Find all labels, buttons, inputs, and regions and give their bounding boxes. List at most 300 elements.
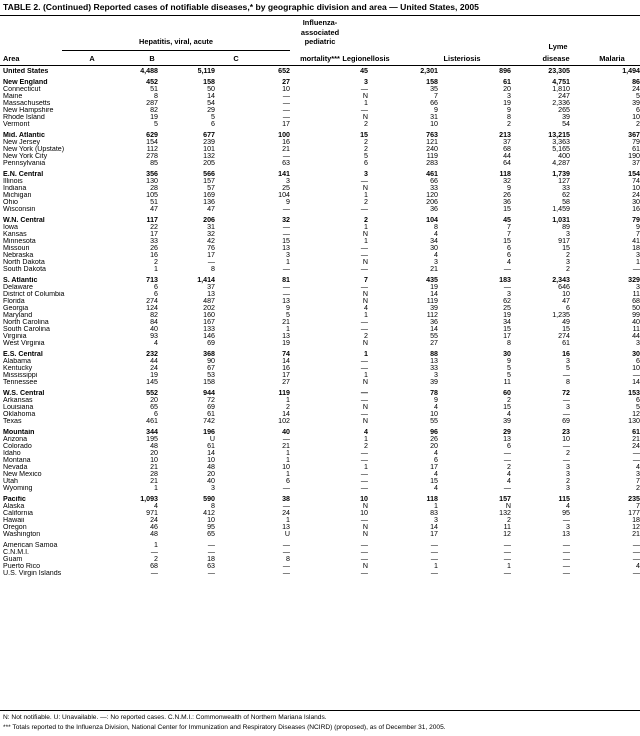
table-row [0,443,640,450]
area-cell: South Dakota [3,266,46,273]
hep-b-cell: 18 [207,556,215,563]
lyme-disease-cell: 10 [562,436,570,443]
legionellosis-cell: 34 [430,238,438,245]
table-row [0,238,640,245]
legionellosis-cell: 88 [430,351,438,358]
influenza-mortality-cell: — [360,365,368,372]
malaria-cell: 24 [632,86,640,93]
malaria-cell: 74 [632,178,640,185]
hep-a-cell: 461 [146,418,158,425]
hep-c-cell: — [282,563,290,570]
influenza-mortality-cell: — [360,86,368,93]
hep-a-cell: 6 [154,411,158,418]
hep-b-cell: 10 [207,517,215,524]
footnote-influenza: *** Totals reported to the Influenza Division, National Center for Immunization and Respiratory Diseases (NCIRD) (proposed), as of December 31, 2005. [3,724,446,731]
legionellosis-cell: 31 [430,114,438,121]
influenza-mortality-cell: N [362,418,368,425]
hep-c-cell: 13 [282,298,290,305]
hep-a-cell: 1 [154,542,158,549]
hep-a-cell: 4 [154,503,158,510]
legionellosis-cell: 35 [430,86,438,93]
hep-a-cell: 629 [146,132,158,139]
influenza-mortality-cell: 3 [364,171,368,178]
malaria-cell: — [632,549,640,556]
listeriosis-cell: 8 [507,340,511,347]
influenza-mortality-cell: N [362,259,368,266]
area-cell: New England [3,79,48,86]
malaria-cell: 153 [628,390,640,397]
lyme-disease-cell: 13,215 [548,132,570,139]
hep-b-cell: 17 [207,252,215,259]
malaria-cell: 3 [636,252,640,259]
hep-a-cell: 8 [154,93,158,100]
listeriosis-cell: 11 [503,379,511,386]
hep-b-cell: 90 [207,358,215,365]
legionellosis-cell: 763 [426,132,438,139]
hep-b-cell: 205 [203,160,215,167]
malaria-cell: 4 [636,563,640,570]
influenza-mortality-cell: — [360,358,368,365]
hep-b-cell: 40 [207,478,215,485]
lyme-disease-cell: 54 [562,121,570,128]
hep-a-cell: 452 [146,79,158,86]
hep-c-cell: 1 [286,259,290,266]
area-cell: Georgia [3,305,29,312]
hep-a-cell: 20 [150,450,158,457]
lyme-disease-cell: 95 [562,510,570,517]
listeriosis-cell: 9 [507,185,511,192]
division-row [0,351,640,358]
table-row [0,340,640,347]
malaria-cell: 39 [632,100,640,107]
listeriosis-cell: 2 [507,397,511,404]
area-cell: Nebraska [3,252,34,259]
malaria-cell: — [632,542,640,549]
hep-a-cell: 713 [146,277,158,284]
listeriosis-cell: 6 [507,245,511,252]
hep-c-cell: 17 [282,372,290,379]
lyme-disease-cell: 58 [562,199,570,206]
hep-b-cell: 57 [207,185,215,192]
hep-b-cell: 63 [207,563,215,570]
legionellosis-cell: 83 [430,510,438,517]
legionellosis-cell: 14 [430,326,438,333]
legionellosis-cell: 30 [430,245,438,252]
hep-a-cell: 130 [146,178,158,185]
area-cell: Washington [3,531,41,538]
hep-a-cell: 344 [146,429,158,436]
table-row [0,146,640,153]
hep-a-cell: 16 [150,252,158,259]
malaria-cell: 50 [632,305,640,312]
division-row [0,496,640,503]
header-hep-b: B [149,54,155,63]
hep-c-cell: — [282,153,290,160]
influenza-mortality-cell: N [362,404,368,411]
lyme-disease-cell: 8 [566,379,570,386]
legionellosis-cell: 36 [430,206,438,213]
lyme-disease-cell: 13 [562,531,570,538]
hep-c-cell: 10 [282,464,290,471]
malaria-cell: 6 [636,107,640,114]
legionellosis-cell: — [430,556,438,563]
table-row [0,326,640,333]
lyme-disease-cell: 39 [562,114,570,121]
table-row [0,333,640,340]
hep-c-cell: 119 [278,390,290,397]
malaria-cell: 11 [632,291,640,298]
table-row [0,100,640,107]
hep-a-cell: 84 [150,319,158,326]
lyme-disease-cell: — [562,542,570,549]
lyme-disease-cell: 4 [566,503,570,510]
malaria-cell: 235 [628,496,640,503]
hep-a-cell: 19 [150,372,158,379]
hep-c-cell: 652 [278,68,290,75]
lyme-disease-cell: — [562,556,570,563]
legionellosis-cell: 112 [426,312,438,319]
listeriosis-cell: 213 [499,132,511,139]
table-row [0,199,640,206]
hep-b-cell: 61 [207,411,215,418]
legionellosis-cell: 4 [434,231,438,238]
legionellosis-cell: 55 [430,333,438,340]
hep-b-cell: 37 [207,284,215,291]
header-hep-c: C [233,54,239,63]
legionellosis-cell: 26 [430,436,438,443]
lyme-disease-cell: — [562,549,570,556]
influenza-mortality-cell: 1 [364,351,368,358]
influenza-mortality-cell: — [360,390,368,397]
lyme-disease-cell: 10 [562,291,570,298]
malaria-cell: 4 [636,464,640,471]
table-row [0,245,640,252]
lyme-disease-cell: 646 [558,284,570,291]
hep-a-cell: 82 [150,312,158,319]
hep-b-cell: 29 [207,107,215,114]
table-row [0,379,640,386]
table-row [0,436,640,443]
hep-a-cell: 274 [146,298,158,305]
legionellosis-cell: 4 [434,485,438,492]
legionellosis-cell: 66 [430,178,438,185]
influenza-mortality-cell: 4 [364,429,368,436]
area-cell: Tennessee [3,379,38,386]
listeriosis-cell: 37 [503,139,511,146]
hep-b-cell: 677 [203,132,215,139]
malaria-cell: 40 [632,319,640,326]
lyme-disease-cell: 69 [562,418,570,425]
hep-a-cell: 19 [150,114,158,121]
hep-c-cell: — [282,485,290,492]
malaria-cell: 1 [636,259,640,266]
influenza-mortality-cell: N [362,563,368,570]
header-listeriosis: Listeriosis [443,54,481,63]
table-row [0,418,640,425]
lyme-disease-cell: 62 [562,192,570,199]
malaria-cell: — [632,457,640,464]
area-cell: Puerto Rico [3,563,41,570]
table-row [0,93,640,100]
hep-a-cell: 17 [150,231,158,238]
hep-a-cell: 82 [150,107,158,114]
legionellosis-cell: 3 [434,259,438,266]
lyme-disease-cell: 3 [566,231,570,238]
malaria-cell: 3 [636,284,640,291]
influenza-mortality-cell: — [360,411,368,418]
listeriosis-cell: 183 [499,277,511,284]
hep-b-cell: 157 [203,178,215,185]
listeriosis-cell: 32 [503,178,511,185]
hep-b-cell: 566 [203,171,215,178]
hep-c-cell: 74 [282,351,290,358]
area-cell: Minnesota [3,238,36,245]
hep-a-cell: 47 [150,206,158,213]
listeriosis-cell: 4 [507,471,511,478]
area-cell: Utah [3,478,18,485]
hep-c-cell: — [282,549,290,556]
hep-c-cell: 24 [282,510,290,517]
malaria-cell: 24 [632,192,640,199]
lyme-disease-cell: 23 [562,429,570,436]
malaria-cell: 18 [632,517,640,524]
legionellosis-cell: 33 [430,185,438,192]
area-cell: Alaska [3,503,25,510]
influenza-mortality-cell: — [360,326,368,333]
lyme-disease-cell: 1,810 [552,86,570,93]
hep-a-cell: 232 [146,351,158,358]
area-cell: Michigan [3,192,32,199]
malaria-cell: 10 [632,365,640,372]
area-cell: C.N.M.I. [3,549,30,556]
lyme-disease-cell: 23,305 [548,68,570,75]
table-body [0,68,640,577]
area-cell: U.S. Virgin Islands [3,570,62,577]
influenza-mortality-cell: N [362,503,368,510]
lyme-disease-cell: — [562,517,570,524]
malaria-cell: 10 [632,185,640,192]
area-cell: W.S. Central [3,390,45,397]
listeriosis-cell: 3 [507,93,511,100]
area-cell: E.S. Central [3,351,43,358]
malaria-cell: 44 [632,333,640,340]
table-row [0,450,640,457]
hep-c-cell: 8 [286,556,290,563]
hep-b-cell: 412 [203,510,215,517]
table-row [0,478,640,485]
hep-b-cell: 169 [203,192,215,199]
malaria-cell: 11 [632,326,640,333]
lyme-disease-cell: 2,343 [552,277,570,284]
legionellosis-cell: 119 [426,298,438,305]
malaria-cell: 30 [632,199,640,206]
area-cell: Missouri [3,245,30,252]
listeriosis-cell: 68 [503,146,511,153]
hep-a-cell: 154 [146,139,158,146]
hep-b-cell: 54 [207,100,215,107]
hep-b-cell: — [207,570,215,577]
hep-b-cell: 48 [207,464,215,471]
malaria-cell: — [632,372,640,379]
listeriosis-cell: 34 [503,319,511,326]
listeriosis-cell: 4 [507,478,511,485]
malaria-cell: 61 [632,429,640,436]
table-row [0,114,640,121]
legionellosis-cell: 240 [426,146,438,153]
hep-b-cell: — [207,259,215,266]
hep-a-cell: 20 [150,397,158,404]
hep-b-cell: 368 [203,351,215,358]
legionellosis-cell: 120 [426,192,438,199]
hep-a-cell: 44 [150,358,158,365]
area-cell: Nevada [3,464,28,471]
legionellosis-cell: 27 [430,340,438,347]
table-row [0,471,640,478]
influenza-mortality-cell: N [362,185,368,192]
area-cell: New York City [3,153,48,160]
table-row [0,259,640,266]
influenza-mortality-cell: 1 [364,464,368,471]
hep-c-cell: — [282,542,290,549]
hep-b-cell: 160 [203,312,215,319]
legionellosis-cell: 1 [434,563,438,570]
hep-c-cell: 19 [282,340,290,347]
listeriosis-cell: — [503,457,511,464]
malaria-cell: 5 [636,93,640,100]
influenza-mortality-cell: 10 [360,496,368,503]
listeriosis-cell: — [503,266,511,273]
legionellosis-cell: 36 [430,319,438,326]
hep-a-cell: — [150,549,158,556]
malaria-cell: 6 [636,358,640,365]
influenza-mortality-cell: N [362,524,368,531]
influenza-mortality-cell: 2 [364,333,368,340]
listeriosis-cell: 19 [503,100,511,107]
hep-a-cell: 28 [150,185,158,192]
listeriosis-cell: 157 [499,496,511,503]
malaria-cell: 24 [632,443,640,450]
hep-a-cell: 971 [146,510,158,517]
legionellosis-cell: 17 [430,531,438,538]
influenza-mortality-cell: — [360,549,368,556]
legionellosis-cell: 119 [426,153,438,160]
hep-a-cell: 93 [150,333,158,340]
listeriosis-cell: 15 [503,238,511,245]
division-row [0,68,640,75]
hep-b-cell: 158 [203,379,215,386]
hep-a-cell: 552 [146,390,158,397]
table-row [0,305,640,312]
hep-c-cell: — [282,107,290,114]
listeriosis-cell: N [505,503,511,510]
area-cell: Hawaii [3,517,25,524]
top-rule [0,15,640,16]
table-row [0,139,640,146]
area-cell: Arizona [3,436,28,443]
listeriosis-cell: 19 [503,312,511,319]
area-cell: Colorado [3,443,32,450]
listeriosis-cell: 7 [507,224,511,231]
table-row [0,160,640,167]
listeriosis-cell: 12 [503,531,511,538]
listeriosis-cell: 60 [503,390,511,397]
hep-b-cell: 944 [203,390,215,397]
hep-c-cell: — [282,231,290,238]
legionellosis-cell: 19 [430,284,438,291]
lyme-disease-cell: 49 [562,319,570,326]
malaria-cell: 61 [632,146,640,153]
lyme-disease-cell: 274 [558,333,570,340]
hep-b-cell: 167 [203,319,215,326]
hep-c-cell: — [282,436,290,443]
legionellosis-cell: 1 [434,503,438,510]
area-cell: Alabama [3,358,31,365]
header-hepatitis-group: Hepatitis, viral, acute [139,37,213,46]
hep-c-cell: 13 [282,245,290,252]
malaria-cell: 14 [632,379,640,386]
hep-a-cell: 51 [150,199,158,206]
legionellosis-cell: 9 [434,107,438,114]
influenza-mortality-cell: 1 [364,372,368,379]
listeriosis-cell: 118 [499,171,511,178]
area-cell: Oklahoma [3,411,36,418]
hep-c-cell: 10 [282,86,290,93]
lyme-disease-cell: — [562,397,570,404]
malaria-cell: 12 [632,524,640,531]
area-cell: Louisiana [3,404,34,411]
influenza-mortality-cell: — [360,517,368,524]
hep-c-cell: 21 [282,319,290,326]
lyme-disease-cell: 3 [566,464,570,471]
area-cell: New York (Upstate) [3,146,65,153]
hep-a-cell: 356 [146,171,158,178]
hep-c-cell: 3 [286,178,290,185]
hep-b-cell: 3 [211,485,215,492]
table-row [0,542,640,549]
area-cell: Arkansas [3,397,33,404]
table-row [0,231,640,238]
table-row [0,570,640,577]
hep-a-cell: 22 [150,224,158,231]
listeriosis-cell: 15 [503,326,511,333]
hep-c-cell: 2 [286,404,290,411]
hep-c-cell: 13 [282,524,290,531]
area-cell: Pennsylvania [3,160,46,167]
listeriosis-cell: — [503,485,511,492]
hep-a-cell: 10 [150,457,158,464]
header-area: Area [3,54,20,63]
hep-b-cell: 47 [207,206,215,213]
legionellosis-cell: 14 [430,291,438,298]
table-row [0,266,640,273]
division-row [0,390,640,397]
hep-b-cell: 590 [203,496,215,503]
lyme-disease-cell: 3 [566,485,570,492]
hep-c-cell: 13 [282,333,290,340]
table-row [0,517,640,524]
hep-a-cell: 85 [150,160,158,167]
listeriosis-cell: 6 [507,252,511,259]
area-cell: Idaho [3,450,21,457]
influenza-mortality-cell: — [360,319,368,326]
malaria-cell: 177 [628,510,640,517]
table-row [0,549,640,556]
header-influenza-line3: pediatric [304,37,336,46]
lyme-disease-cell: 33 [562,185,570,192]
area-cell: Delaware [3,284,33,291]
legionellosis-cell: 10 [430,411,438,418]
area-cell: Illinois [3,178,23,185]
